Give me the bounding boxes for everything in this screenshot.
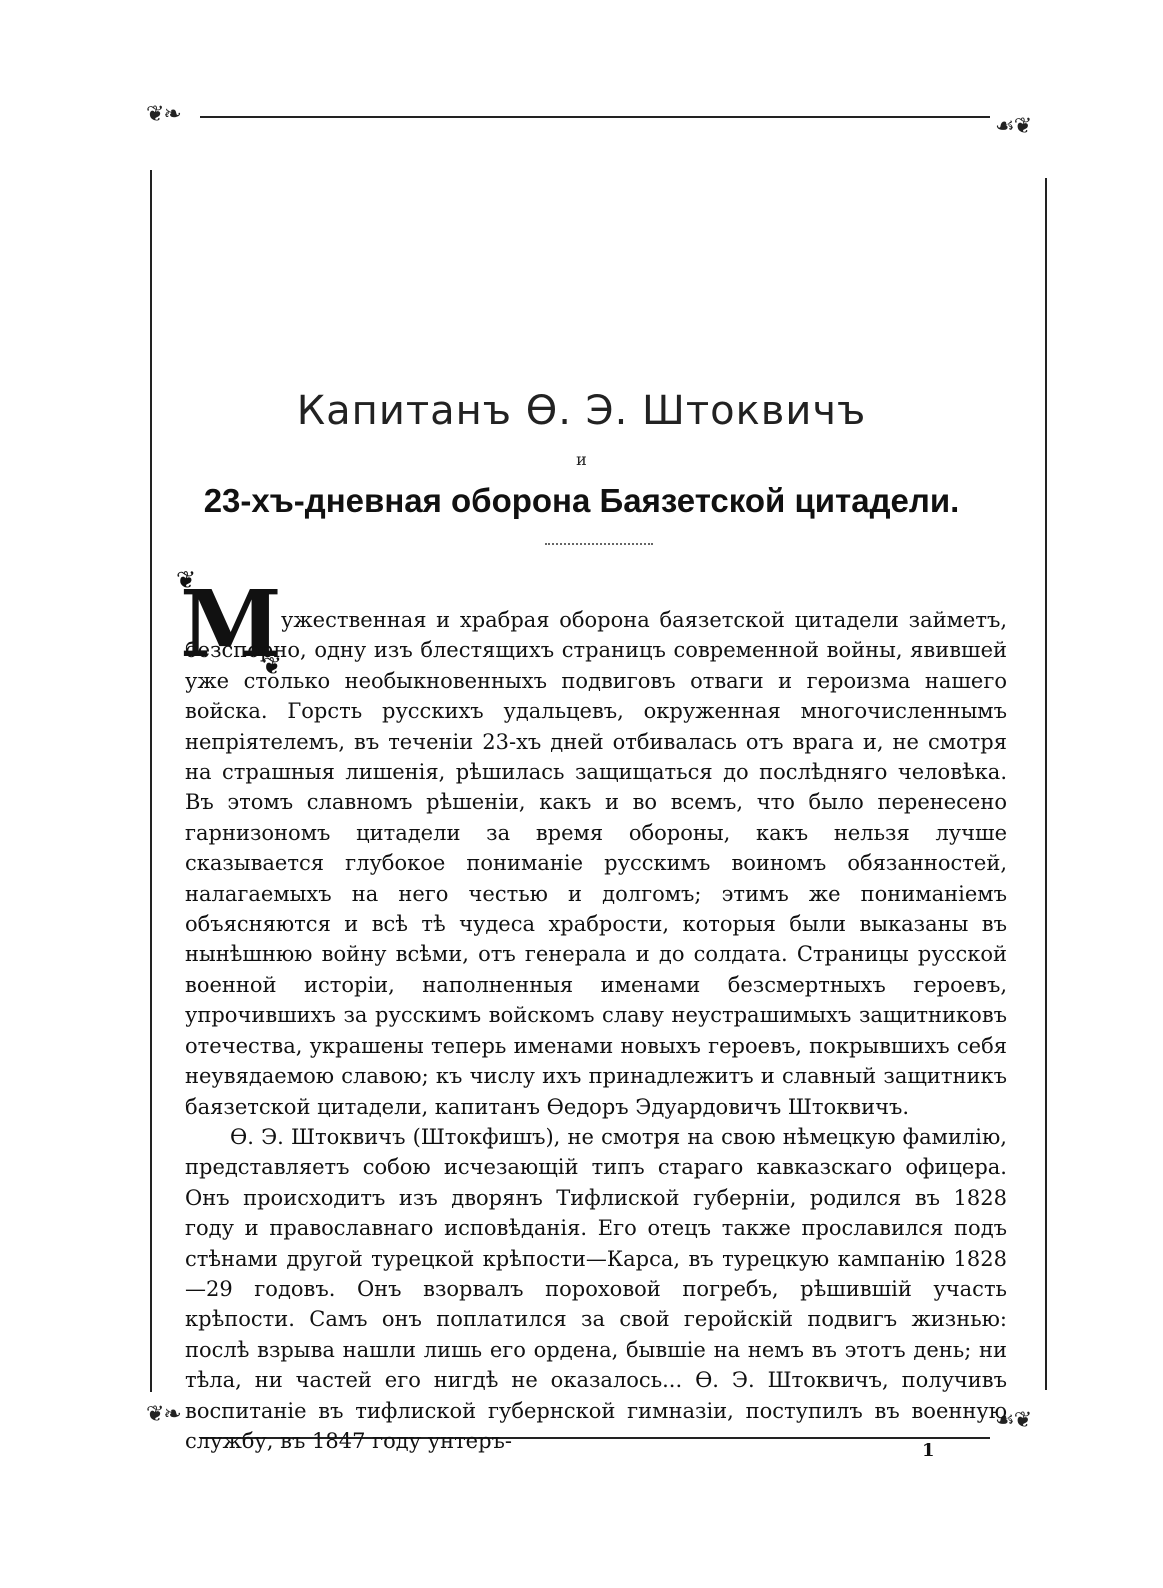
paragraph-1: ужественная и храбрая оборона баязетской цитадели займетъ, безспорно, одну изъ блестящихъ страницъ современной войны, явившей уже столько необыкновенныхъ подвиговъ отваги и героизма нашего войска. Горсть русскихъ удальцевъ, окруженная многочисленнымъ непріятелемъ, въ теченіи 23-хъ дней отбивалась отъ врага и, не смотря на страшныя лишенія, рѣшилась защищаться до послѣдняго человѣка. Въ этомъ славномъ рѣшеніи, какъ и во всемъ, что было перенесено гарнизономъ цитадели за время обороны, какъ нельзя лучше сказывается глубокое пониманіе русскимъ воиномъ обязанностей, налагаемыхъ на него честью и долгомъ; этимъ же пониманіемъ объясняются и всѣ тѣ чудеса храбрости, которыя были выказаны въ нынѣшнюю войну всѣми, отъ генерала и до солдата. Страницы русской военной исторіи, наполненныя именами безсмертныхъ героевъ, упрочившихъ за русскимъ войскомъ славу неустрашимыхъ защитниковъ отечества, украшены теперь именами новыхъ героевъ, покрывшихъ себя неувядаемою славою; къ числу ихъ принадлежитъ и славный защитникъ баязетской цитадели, капитанъ Ѳедоръ Эдуардовичъ Штоквичъ. xyxy=(185,608,1007,1119)
paragraph-2: Ѳ. Э. Штоквичъ (Штокфишъ), не смотря на свою нѣмецкую фамилію, представляетъ собою исчезающій типъ стараго кавказскаго офицера. Онъ происходитъ изъ дворянъ Тифлиской губерніи, родился въ 1828 году и православнаго исповѣданія. Его отецъ также прославился подъ стѣнами другой турецкой крѣпости—Карса, въ турецкую кампанію 1828—29 годовъ. Онъ взорвалъ пороховой погребъ, рѣшившій участь крѣпости. Самъ онъ поплатился за свой геройскій подвигъ жизнью: послѣ взрыва нашли лишь его ордена, бывшіе на немъ въ этотъ день; ни тѣла, ни частей его нигдѣ не оказалось... Ѳ. Э. Штоквичъ, получивъ воспитаніе въ тифлиской губернской гимназіи, поступилъ въ военную службу, въ 1847 году унтеръ- xyxy=(185,1124,1007,1453)
drop-cap-initial: ❦ М ❦ xyxy=(180,572,276,676)
corner-ornament-top-left-icon: ❦❧ xyxy=(146,102,181,127)
frame-left-line xyxy=(150,170,152,1392)
page-title: Капитанъ Ѳ. Э. Штоквичъ xyxy=(296,388,867,434)
corner-ornament-bottom-left-icon: ❦❧ xyxy=(146,1402,181,1427)
page-subtitle: 23-хъ-дневная оборона Баязетской цитадели. xyxy=(203,482,960,519)
title-conjunction: и xyxy=(576,450,587,469)
corner-ornament-bottom-right-icon: ☙❦ xyxy=(995,1408,1032,1433)
article-body xyxy=(185,605,1007,1456)
corner-ornament-top-right-icon: ☙❦ xyxy=(995,114,1032,139)
frame-top-line xyxy=(200,116,990,118)
title-divider xyxy=(545,543,653,545)
frame-right-line xyxy=(1045,178,1047,1390)
page-number: 1 xyxy=(922,1440,935,1461)
